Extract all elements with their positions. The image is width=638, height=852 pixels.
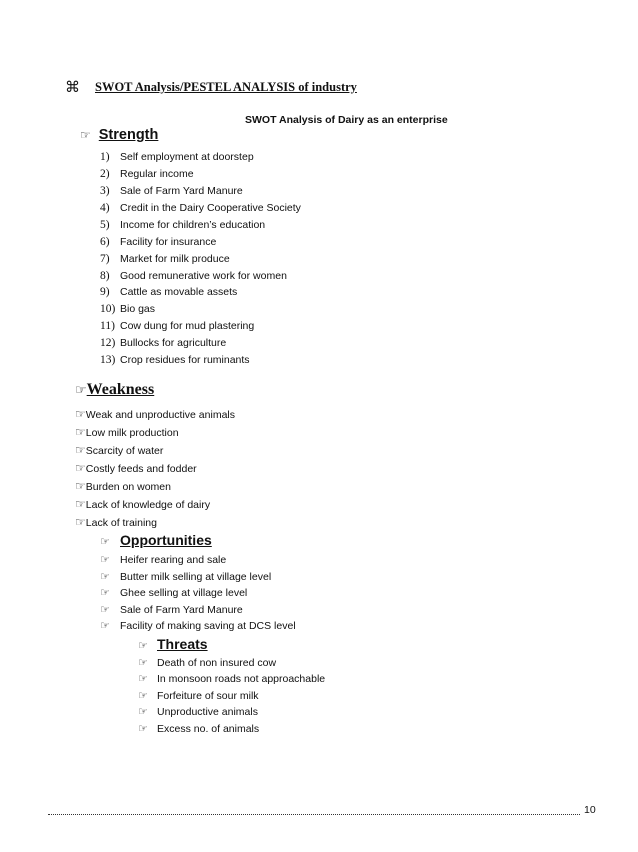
item-number: 2) [100,168,110,180]
item-number: 9) [100,286,110,298]
pointing-hand-icon: ☞ [138,705,148,718]
item-number: 4) [100,202,110,214]
opportunities-heading [100,532,212,548]
pointing-hand-icon: ☞ [75,461,86,475]
list-item [100,553,226,566]
list-item [100,253,230,265]
item-text: Bullocks for agriculture [120,337,227,349]
document-heading [65,78,357,97]
item-text: Bio gas [120,303,156,315]
pointing-hand-icon: ☞ [75,497,86,511]
item-number: 6) [100,236,110,248]
pointing-hand-icon: ☞ [75,479,86,493]
list-item [100,202,301,214]
item-text: Weak and unproductive animals [85,409,235,421]
pointing-hand-icon: ☞ [75,383,87,398]
pointing-hand-icon: ☞ [100,570,110,583]
item-number: 1) [100,151,110,163]
pointing-hand-icon: ☞ [75,515,86,529]
item-text: Crop residues for ruminants [120,354,250,366]
pointing-hand-icon: ☞ [138,672,148,685]
item-number: 8) [100,270,110,282]
item-text: Regular income [120,168,194,180]
pointing-hand-icon: ☞ [138,689,148,702]
item-text: Heifer rearing and sale [120,554,227,566]
item-number: 13) [100,354,116,366]
footer-dotted-rule [48,814,580,815]
pointing-hand-icon: ☞ [75,407,86,421]
threats-heading [138,636,208,652]
heading-title: SWOT Analysis/PESTEL ANALYSIS of industry [95,80,357,94]
list-item [100,151,254,163]
item-number: 7) [100,253,110,265]
pointing-hand-icon: ☞ [138,722,148,735]
item-text: In monsoon roads not approachable [157,673,326,685]
item-text: Ghee selling at village level [120,587,248,599]
item-text: Burden on women [85,481,171,493]
pointing-hand-icon: ☞ [100,603,110,616]
item-text: Scarcity of water [85,445,164,457]
item-number: 11) [100,320,115,332]
list-item [100,603,243,616]
list-item [100,320,254,332]
pointing-hand-icon: ☞ [100,619,110,632]
list-item [75,461,197,475]
list-item [100,270,287,282]
list-item [75,407,235,421]
list-item [75,479,171,493]
pointing-hand-icon: ☞ [75,443,86,457]
pointing-hand-icon: ☞ [138,639,148,652]
list-item [100,286,237,298]
item-text: Death of non insured cow [157,657,277,669]
item-text: Butter milk selling at village level [120,571,272,583]
strength-title: Strength [98,127,159,143]
list-item [100,619,296,632]
list-item [100,586,247,599]
item-text: Lack of knowledge of dairy [85,499,211,511]
item-text: Good remunerative work for women [120,270,287,282]
item-text: Lack of training [85,517,157,529]
list-item [75,425,179,439]
list-item [138,656,276,669]
ornament-x-icon: ⌘ [65,80,80,96]
pointing-hand-icon: ☞ [100,586,110,599]
item-text: Facility of making saving at DCS level [120,620,296,632]
list-item [138,705,258,718]
item-text: Cattle as movable assets [120,286,238,298]
item-text: Cow dung for mud plastering [120,320,255,332]
strength-heading [80,127,158,143]
list-item [75,443,163,457]
list-item [100,570,271,583]
item-number: 10) [100,303,116,315]
list-item [100,185,243,197]
list-item [100,303,155,315]
item-text: Sale of Farm Yard Manure [120,185,243,197]
list-item [138,722,259,735]
item-text: Facility for insurance [120,236,217,248]
pointing-hand-icon: ☞ [80,128,91,142]
item-text: Market for milk produce [120,253,230,265]
item-text: Income for children’s education [120,219,266,231]
page-number: 10 [584,804,596,816]
list-item [100,168,194,180]
pointing-hand-icon: ☞ [75,425,86,439]
subtitle-text: SWOT Analysis of Dairy as an enterprise [245,114,448,126]
list-item [75,497,210,511]
item-text: Self employment at doorstep [120,151,254,163]
list-item [100,337,226,349]
list-item [100,236,216,248]
item-text: Costly feeds and fodder [85,463,197,475]
item-text: Forfeiture of sour milk [157,690,259,702]
item-text: Unproductive animals [157,706,258,718]
item-text: Credit in the Dairy Cooperative Society [120,202,301,214]
list-item [100,219,265,231]
pointing-hand-icon: ☞ [100,535,110,548]
item-text: Sale of Farm Yard Manure [120,604,243,616]
item-number: 3) [100,185,110,197]
item-text: Excess no. of animals [157,723,260,735]
list-item [138,689,259,702]
item-text: Low milk production [85,427,179,439]
list-item [138,672,325,685]
weakness-title: Weakness [86,381,155,398]
pointing-hand-icon: ☞ [100,553,110,566]
item-number: 5) [100,219,110,231]
list-item [100,354,250,366]
list-item [75,515,157,529]
item-number: 12) [100,337,116,349]
opportunities-title: Opportunities [120,532,212,548]
pointing-hand-icon: ☞ [138,656,148,669]
threats-title: Threats [157,636,208,652]
weakness-heading [75,381,154,399]
